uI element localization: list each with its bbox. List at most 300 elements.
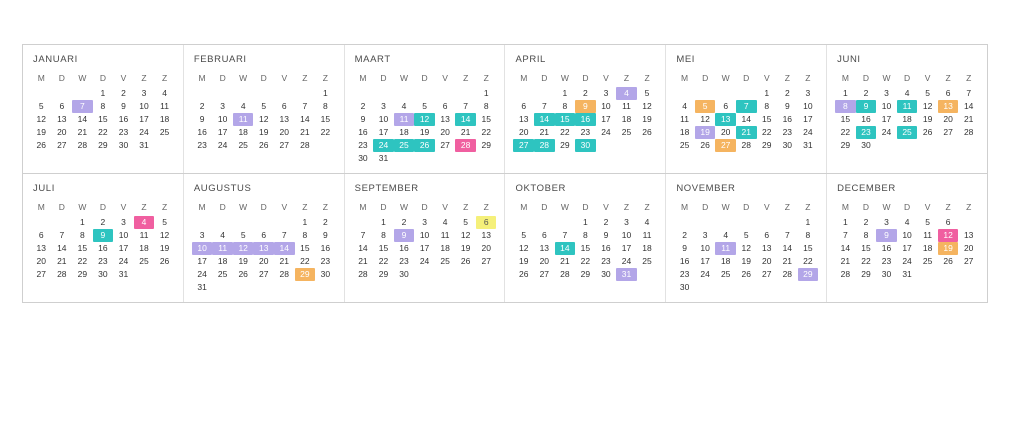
day-cell[interactable] (637, 229, 658, 242)
day-cell[interactable] (414, 113, 435, 126)
day-cell[interactable] (757, 87, 778, 100)
day-cell[interactable] (233, 242, 254, 255)
day-cell[interactable] (534, 268, 555, 281)
day-cell[interactable] (736, 100, 757, 113)
day-cell[interactable] (555, 242, 576, 255)
day-cell[interactable] (192, 126, 213, 139)
day-cell[interactable] (555, 126, 576, 139)
day-cell[interactable] (695, 113, 716, 126)
day-cell[interactable] (674, 100, 695, 113)
day-cell[interactable] (938, 113, 959, 126)
day-cell[interactable] (798, 126, 819, 139)
day-cell[interactable] (596, 255, 617, 268)
day-cell[interactable] (555, 87, 576, 100)
day-cell[interactable] (455, 126, 476, 139)
day-cell[interactable] (315, 113, 336, 126)
day-cell[interactable] (373, 268, 394, 281)
day-cell[interactable] (674, 113, 695, 126)
day-cell[interactable] (93, 113, 114, 126)
day-cell[interactable] (394, 229, 415, 242)
day-cell[interactable] (897, 255, 918, 268)
day-cell[interactable] (31, 139, 52, 152)
day-cell[interactable] (72, 255, 93, 268)
day-cell[interactable] (476, 126, 497, 139)
day-cell[interactable] (192, 255, 213, 268)
day-cell[interactable] (876, 255, 897, 268)
day-cell[interactable] (455, 242, 476, 255)
day-cell[interactable] (555, 139, 576, 152)
day-cell[interactable] (274, 242, 295, 255)
day-cell[interactable] (315, 229, 336, 242)
day-cell[interactable] (856, 216, 877, 229)
day-cell[interactable] (113, 126, 134, 139)
day-cell[interactable] (134, 126, 155, 139)
day-cell[interactable] (31, 229, 52, 242)
day-cell[interactable] (72, 113, 93, 126)
day-cell[interactable] (715, 268, 736, 281)
day-cell[interactable] (52, 113, 73, 126)
day-cell[interactable] (455, 255, 476, 268)
day-cell[interactable] (616, 216, 637, 229)
day-cell[interactable] (736, 229, 757, 242)
day-cell[interactable] (154, 113, 175, 126)
day-cell[interactable] (134, 255, 155, 268)
day-cell[interactable] (798, 268, 819, 281)
day-cell[interactable] (835, 268, 856, 281)
day-cell[interactable] (777, 268, 798, 281)
day-cell[interactable] (736, 268, 757, 281)
day-cell[interactable] (233, 229, 254, 242)
day-cell[interactable] (777, 126, 798, 139)
day-cell[interactable] (835, 87, 856, 100)
day-cell[interactable] (876, 87, 897, 100)
day-cell[interactable] (596, 268, 617, 281)
day-cell[interactable] (353, 126, 374, 139)
day-cell[interactable] (134, 229, 155, 242)
day-cell[interactable] (295, 100, 316, 113)
day-cell[interactable] (373, 242, 394, 255)
day-cell[interactable] (616, 255, 637, 268)
day-cell[interactable] (455, 216, 476, 229)
day-cell[interactable] (798, 242, 819, 255)
day-cell[interactable] (938, 216, 959, 229)
day-cell[interactable] (555, 113, 576, 126)
day-cell[interactable] (93, 139, 114, 152)
day-cell[interactable] (958, 113, 979, 126)
day-cell[interactable] (134, 216, 155, 229)
day-cell[interactable] (958, 126, 979, 139)
day-cell[interactable] (373, 113, 394, 126)
day-cell[interactable] (212, 268, 233, 281)
day-cell[interactable] (295, 216, 316, 229)
day-cell[interactable] (373, 229, 394, 242)
day-cell[interactable] (353, 268, 374, 281)
day-cell[interactable] (736, 126, 757, 139)
day-cell[interactable] (154, 242, 175, 255)
day-cell[interactable] (295, 229, 316, 242)
day-cell[interactable] (856, 229, 877, 242)
day-cell[interactable] (394, 255, 415, 268)
day-cell[interactable] (674, 126, 695, 139)
day-cell[interactable] (93, 268, 114, 281)
day-cell[interactable] (917, 229, 938, 242)
day-cell[interactable] (596, 126, 617, 139)
day-cell[interactable] (798, 100, 819, 113)
day-cell[interactable] (253, 255, 274, 268)
day-cell[interactable] (274, 268, 295, 281)
day-cell[interactable] (695, 229, 716, 242)
day-cell[interactable] (192, 100, 213, 113)
day-cell[interactable] (856, 87, 877, 100)
day-cell[interactable] (555, 255, 576, 268)
day-cell[interactable] (674, 242, 695, 255)
day-cell[interactable] (315, 126, 336, 139)
day-cell[interactable] (513, 242, 534, 255)
day-cell[interactable] (394, 139, 415, 152)
day-cell[interactable] (513, 268, 534, 281)
day-cell[interactable] (917, 87, 938, 100)
day-cell[interactable] (414, 229, 435, 242)
day-cell[interactable] (575, 139, 596, 152)
day-cell[interactable] (353, 229, 374, 242)
day-cell[interactable] (212, 255, 233, 268)
day-cell[interactable] (616, 229, 637, 242)
day-cell[interactable] (798, 87, 819, 100)
day-cell[interactable] (938, 229, 959, 242)
day-cell[interactable] (373, 139, 394, 152)
day-cell[interactable] (856, 255, 877, 268)
day-cell[interactable] (715, 242, 736, 255)
day-cell[interactable] (555, 229, 576, 242)
day-cell[interactable] (274, 100, 295, 113)
day-cell[interactable] (93, 126, 114, 139)
day-cell[interactable] (715, 255, 736, 268)
day-cell[interactable] (835, 242, 856, 255)
day-cell[interactable] (876, 242, 897, 255)
day-cell[interactable] (154, 126, 175, 139)
day-cell[interactable] (575, 229, 596, 242)
day-cell[interactable] (134, 87, 155, 100)
day-cell[interactable] (575, 255, 596, 268)
day-cell[interactable] (455, 229, 476, 242)
day-cell[interactable] (616, 87, 637, 100)
day-cell[interactable] (856, 113, 877, 126)
day-cell[interactable] (154, 87, 175, 100)
day-cell[interactable] (575, 268, 596, 281)
day-cell[interactable] (394, 126, 415, 139)
day-cell[interactable] (72, 229, 93, 242)
day-cell[interactable] (917, 100, 938, 113)
day-cell[interactable] (835, 139, 856, 152)
day-cell[interactable] (534, 139, 555, 152)
day-cell[interactable] (353, 113, 374, 126)
day-cell[interactable] (835, 216, 856, 229)
day-cell[interactable] (736, 242, 757, 255)
day-cell[interactable] (715, 100, 736, 113)
day-cell[interactable] (233, 113, 254, 126)
day-cell[interactable] (212, 242, 233, 255)
day-cell[interactable] (295, 255, 316, 268)
day-cell[interactable] (373, 255, 394, 268)
day-cell[interactable] (476, 139, 497, 152)
day-cell[interactable] (856, 126, 877, 139)
day-cell[interactable] (575, 113, 596, 126)
day-cell[interactable] (435, 113, 456, 126)
day-cell[interactable] (373, 126, 394, 139)
day-cell[interactable] (596, 216, 617, 229)
day-cell[interactable] (192, 281, 213, 294)
day-cell[interactable] (274, 255, 295, 268)
day-cell[interactable] (353, 242, 374, 255)
day-cell[interactable] (534, 242, 555, 255)
day-cell[interactable] (596, 87, 617, 100)
day-cell[interactable] (917, 126, 938, 139)
day-cell[interactable] (476, 229, 497, 242)
day-cell[interactable] (233, 255, 254, 268)
day-cell[interactable] (513, 100, 534, 113)
day-cell[interactable] (695, 139, 716, 152)
day-cell[interactable] (72, 216, 93, 229)
day-cell[interactable] (476, 255, 497, 268)
day-cell[interactable] (353, 255, 374, 268)
day-cell[interactable] (637, 113, 658, 126)
day-cell[interactable] (253, 268, 274, 281)
day-cell[interactable] (315, 87, 336, 100)
day-cell[interactable] (897, 242, 918, 255)
day-cell[interactable] (637, 87, 658, 100)
day-cell[interactable] (695, 126, 716, 139)
day-cell[interactable] (414, 139, 435, 152)
day-cell[interactable] (315, 242, 336, 255)
day-cell[interactable] (113, 268, 134, 281)
day-cell[interactable] (93, 100, 114, 113)
day-cell[interactable] (856, 139, 877, 152)
day-cell[interactable] (113, 255, 134, 268)
day-cell[interactable] (93, 242, 114, 255)
day-cell[interactable] (674, 255, 695, 268)
day-cell[interactable] (192, 113, 213, 126)
day-cell[interactable] (757, 242, 778, 255)
day-cell[interactable] (513, 113, 534, 126)
day-cell[interactable] (674, 229, 695, 242)
day-cell[interactable] (555, 100, 576, 113)
day-cell[interactable] (134, 242, 155, 255)
day-cell[interactable] (715, 126, 736, 139)
day-cell[interactable] (113, 87, 134, 100)
day-cell[interactable] (154, 229, 175, 242)
day-cell[interactable] (876, 126, 897, 139)
day-cell[interactable] (917, 216, 938, 229)
day-cell[interactable] (192, 242, 213, 255)
day-cell[interactable] (414, 100, 435, 113)
day-cell[interactable] (674, 281, 695, 294)
day-cell[interactable] (113, 242, 134, 255)
day-cell[interactable] (253, 126, 274, 139)
day-cell[interactable] (695, 100, 716, 113)
day-cell[interactable] (52, 100, 73, 113)
day-cell[interactable] (637, 100, 658, 113)
day-cell[interactable] (212, 229, 233, 242)
day-cell[interactable] (897, 268, 918, 281)
day-cell[interactable] (917, 255, 938, 268)
day-cell[interactable] (897, 229, 918, 242)
day-cell[interactable] (616, 100, 637, 113)
day-cell[interactable] (295, 242, 316, 255)
day-cell[interactable] (31, 100, 52, 113)
day-cell[interactable] (233, 139, 254, 152)
day-cell[interactable] (93, 255, 114, 268)
day-cell[interactable] (212, 126, 233, 139)
day-cell[interactable] (798, 216, 819, 229)
day-cell[interactable] (113, 113, 134, 126)
day-cell[interactable] (315, 255, 336, 268)
day-cell[interactable] (414, 216, 435, 229)
day-cell[interactable] (93, 229, 114, 242)
day-cell[interactable] (958, 100, 979, 113)
day-cell[interactable] (856, 100, 877, 113)
day-cell[interactable] (373, 216, 394, 229)
day-cell[interactable] (253, 139, 274, 152)
day-cell[interactable] (513, 139, 534, 152)
day-cell[interactable] (435, 126, 456, 139)
day-cell[interactable] (154, 100, 175, 113)
day-cell[interactable] (295, 126, 316, 139)
day-cell[interactable] (938, 126, 959, 139)
day-cell[interactable] (274, 229, 295, 242)
day-cell[interactable] (414, 242, 435, 255)
day-cell[interactable] (154, 255, 175, 268)
day-cell[interactable] (154, 216, 175, 229)
day-cell[interactable] (897, 113, 918, 126)
day-cell[interactable] (353, 100, 374, 113)
day-cell[interactable] (253, 100, 274, 113)
day-cell[interactable] (435, 100, 456, 113)
day-cell[interactable] (715, 113, 736, 126)
day-cell[interactable] (414, 255, 435, 268)
day-cell[interactable] (31, 255, 52, 268)
day-cell[interactable] (777, 87, 798, 100)
day-cell[interactable] (394, 100, 415, 113)
day-cell[interactable] (253, 113, 274, 126)
day-cell[interactable] (938, 100, 959, 113)
day-cell[interactable] (274, 113, 295, 126)
day-cell[interactable] (835, 113, 856, 126)
day-cell[interactable] (476, 242, 497, 255)
day-cell[interactable] (757, 255, 778, 268)
day-cell[interactable] (295, 268, 316, 281)
day-cell[interactable] (435, 229, 456, 242)
day-cell[interactable] (31, 268, 52, 281)
day-cell[interactable] (798, 113, 819, 126)
day-cell[interactable] (876, 268, 897, 281)
day-cell[interactable] (212, 139, 233, 152)
day-cell[interactable] (212, 100, 233, 113)
day-cell[interactable] (938, 87, 959, 100)
day-cell[interactable] (353, 152, 374, 165)
day-cell[interactable] (31, 126, 52, 139)
day-cell[interactable] (72, 242, 93, 255)
day-cell[interactable] (72, 126, 93, 139)
day-cell[interactable] (394, 242, 415, 255)
day-cell[interactable] (757, 229, 778, 242)
day-cell[interactable] (798, 139, 819, 152)
day-cell[interactable] (938, 255, 959, 268)
day-cell[interactable] (455, 139, 476, 152)
day-cell[interactable] (513, 126, 534, 139)
day-cell[interactable] (233, 126, 254, 139)
day-cell[interactable] (757, 113, 778, 126)
day-cell[interactable] (295, 113, 316, 126)
day-cell[interactable] (52, 126, 73, 139)
day-cell[interactable] (958, 87, 979, 100)
day-cell[interactable] (253, 242, 274, 255)
day-cell[interactable] (233, 268, 254, 281)
day-cell[interactable] (938, 242, 959, 255)
day-cell[interactable] (93, 216, 114, 229)
day-cell[interactable] (637, 216, 658, 229)
day-cell[interactable] (274, 139, 295, 152)
day-cell[interactable] (534, 113, 555, 126)
day-cell[interactable] (736, 113, 757, 126)
day-cell[interactable] (637, 126, 658, 139)
day-cell[interactable] (575, 87, 596, 100)
day-cell[interactable] (414, 126, 435, 139)
day-cell[interactable] (315, 268, 336, 281)
day-cell[interactable] (897, 126, 918, 139)
day-cell[interactable] (192, 268, 213, 281)
day-cell[interactable] (134, 100, 155, 113)
day-cell[interactable] (616, 126, 637, 139)
day-cell[interactable] (777, 255, 798, 268)
day-cell[interactable] (736, 139, 757, 152)
day-cell[interactable] (295, 139, 316, 152)
day-cell[interactable] (253, 229, 274, 242)
day-cell[interactable] (476, 216, 497, 229)
day-cell[interactable] (476, 87, 497, 100)
day-cell[interactable] (596, 242, 617, 255)
day-cell[interactable] (674, 139, 695, 152)
day-cell[interactable] (476, 113, 497, 126)
day-cell[interactable] (897, 216, 918, 229)
day-cell[interactable] (72, 100, 93, 113)
day-cell[interactable] (233, 100, 254, 113)
day-cell[interactable] (897, 87, 918, 100)
day-cell[interactable] (192, 229, 213, 242)
day-cell[interactable] (856, 242, 877, 255)
day-cell[interactable] (435, 255, 456, 268)
day-cell[interactable] (835, 255, 856, 268)
day-cell[interactable] (373, 152, 394, 165)
day-cell[interactable] (513, 229, 534, 242)
day-cell[interactable] (695, 268, 716, 281)
day-cell[interactable] (616, 242, 637, 255)
day-cell[interactable] (52, 242, 73, 255)
day-cell[interactable] (798, 255, 819, 268)
day-cell[interactable] (596, 100, 617, 113)
day-cell[interactable] (274, 126, 295, 139)
day-cell[interactable] (777, 229, 798, 242)
day-cell[interactable] (876, 100, 897, 113)
day-cell[interactable] (736, 255, 757, 268)
day-cell[interactable] (695, 255, 716, 268)
day-cell[interactable] (31, 242, 52, 255)
day-cell[interactable] (113, 139, 134, 152)
day-cell[interactable] (575, 126, 596, 139)
day-cell[interactable] (674, 268, 695, 281)
day-cell[interactable] (513, 255, 534, 268)
day-cell[interactable] (373, 100, 394, 113)
day-cell[interactable] (835, 100, 856, 113)
